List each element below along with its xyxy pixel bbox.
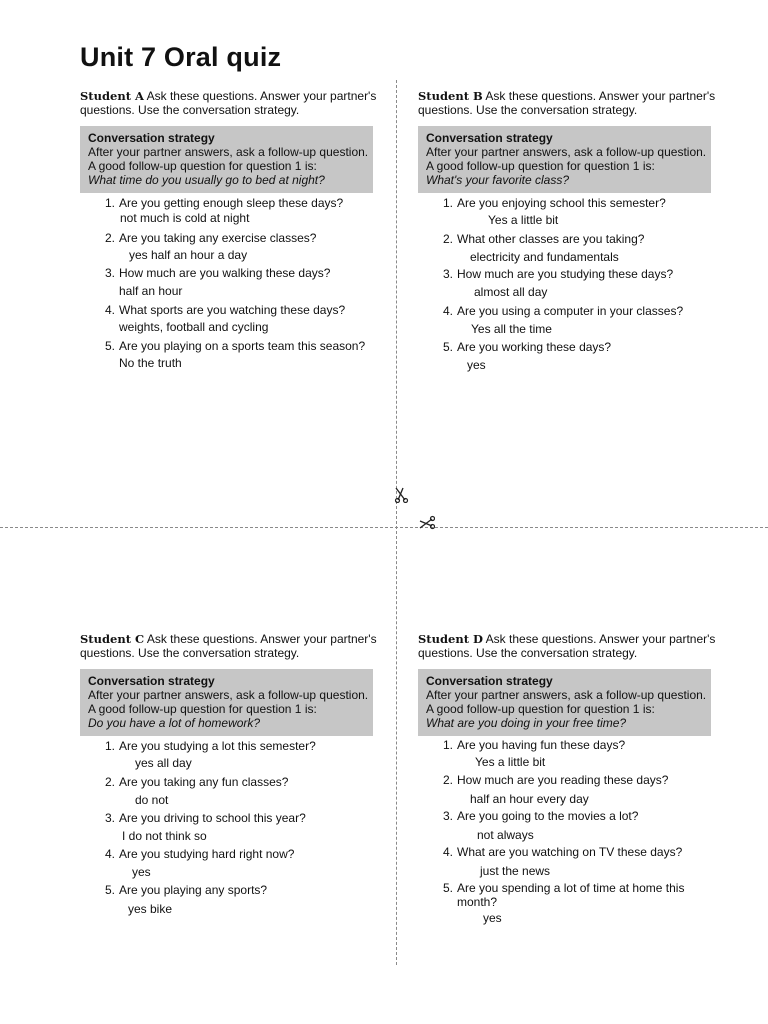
question-text: 4. What are you watching on TV these days? [443, 845, 683, 859]
question-text: 2. How much are you reading these days? [443, 773, 669, 787]
strategy-line: A good follow-up question for question 1 is: [88, 702, 317, 716]
answer-text: Yes a little bit [475, 755, 546, 769]
student-d-card [418, 632, 718, 932]
question-text: 2. Are you taking any exercise classes? [105, 231, 317, 245]
answer-text: do not [135, 793, 169, 807]
answer-text: half an hour [119, 284, 183, 298]
card-intro [418, 89, 718, 117]
question-text: 3. How much are you studying these days? [443, 267, 674, 281]
question-text: 2. Are you taking any fun classes? [105, 775, 289, 789]
intro-text: Ask these questions. Answer your partner's questions. Use the conversation strategy. [418, 89, 716, 117]
strategy-line: A good follow-up question for question 1 is: [426, 702, 655, 716]
answer-text: yes [483, 911, 502, 925]
card-intro [418, 632, 718, 660]
question-text: 4. Are you using a computer in your classes? [443, 304, 684, 318]
conversation-strategy-box [418, 126, 711, 193]
follow-up-example: What's your favorite class? [426, 173, 570, 187]
student-a-card [80, 89, 380, 389]
answer-text: Yes all the time [471, 322, 552, 336]
strategy-heading: Conversation strategy [88, 131, 215, 145]
strategy-line: After your partner answers, ask a follow-up question. [88, 145, 369, 159]
answer-text: just the news [480, 864, 551, 878]
scissors-icon [394, 487, 410, 503]
answer-text: half an hour every day [470, 792, 589, 806]
question-text: 4. What sports are you watching these days? [105, 303, 346, 317]
answer-text: not always [477, 828, 534, 842]
question-text: 5. Are you playing on a sports team this season? [105, 339, 366, 353]
student-b-card [418, 89, 718, 389]
strategy-line: After your partner answers, ask a follow-up question. [426, 688, 707, 702]
answer-text: I do not think so [122, 829, 207, 843]
question-text: 5. Are you working these days? [443, 340, 612, 354]
question-text: 3. Are you driving to school this year? [105, 811, 306, 825]
student-label: Student B [418, 89, 483, 103]
answer-text: yes half an hour a day [129, 248, 248, 262]
strategy-heading: Conversation strategy [88, 674, 215, 688]
question-text: 5. Are you playing any sports? [105, 883, 268, 897]
answer-text: electricity and fundamentals [470, 250, 619, 264]
question-text: 5. Are you spending a lot of time at home this month? [443, 881, 685, 909]
question-text: 1. Are you getting enough sleep these days? [105, 196, 344, 210]
answer-text: Yes a little bit [488, 213, 559, 227]
answer-text: not much is cold at night [120, 211, 250, 225]
answer-text: almost all day [474, 285, 548, 299]
conversation-strategy-box [80, 669, 373, 736]
answer-text: weights, football and cycling [119, 320, 269, 334]
conversation-strategy-box [80, 126, 373, 193]
answer-text: yes [467, 358, 486, 372]
question-text: 1. Are you enjoying school this semester? [443, 196, 666, 210]
vertical-cut-line [396, 80, 397, 965]
strategy-line: A good follow-up question for question 1 is: [426, 159, 655, 173]
question-text: 1. Are you having fun these days? [443, 738, 626, 752]
answer-text: yes [132, 865, 151, 879]
question-text: 2. What other classes are you taking? [443, 232, 645, 246]
question-text: 4. Are you studying hard right now? [105, 847, 295, 861]
question-text: 3. Are you going to the movies a lot? [443, 809, 639, 823]
strategy-heading: Conversation strategy [426, 674, 553, 688]
strategy-line: After your partner answers, ask a follow-up question. [88, 688, 369, 702]
card-intro [80, 89, 380, 117]
question-text: 1. Are you studying a lot this semester? [105, 739, 316, 753]
intro-text: Ask these questions. Answer your partner's questions. Use the conversation strategy. [80, 632, 377, 660]
conversation-strategy-box [418, 669, 711, 736]
student-label: Student C [80, 632, 145, 646]
answer-text: yes all day [135, 756, 192, 770]
scissors-icon [419, 514, 435, 530]
answer-text: No the truth [119, 356, 182, 370]
strategy-line: A good follow-up question for question 1 is: [88, 159, 317, 173]
follow-up-example: What are you doing in your free time? [426, 716, 627, 730]
question-text: 3. How much are you walking these days? [105, 266, 331, 280]
student-label: Student A [80, 89, 144, 103]
card-intro [80, 632, 380, 660]
follow-up-example: What time do you usually go to bed at night? [88, 173, 325, 187]
answer-text: yes bike [128, 902, 173, 916]
intro-text: Ask these questions. Answer your partner's questions. Use the conversation strategy. [418, 632, 716, 660]
page-title: Unit 7 Oral quiz [80, 42, 282, 72]
strategy-line: After your partner answers, ask a follow-up question. [426, 145, 707, 159]
student-c-card [80, 632, 380, 932]
intro-text: Ask these questions. Answer your partner's questions. Use the conversation strategy. [80, 89, 377, 117]
follow-up-example: Do you have a lot of homework? [88, 716, 261, 730]
strategy-heading: Conversation strategy [426, 131, 553, 145]
horizontal-cut-line [0, 527, 768, 528]
student-label: Student D [418, 632, 483, 646]
